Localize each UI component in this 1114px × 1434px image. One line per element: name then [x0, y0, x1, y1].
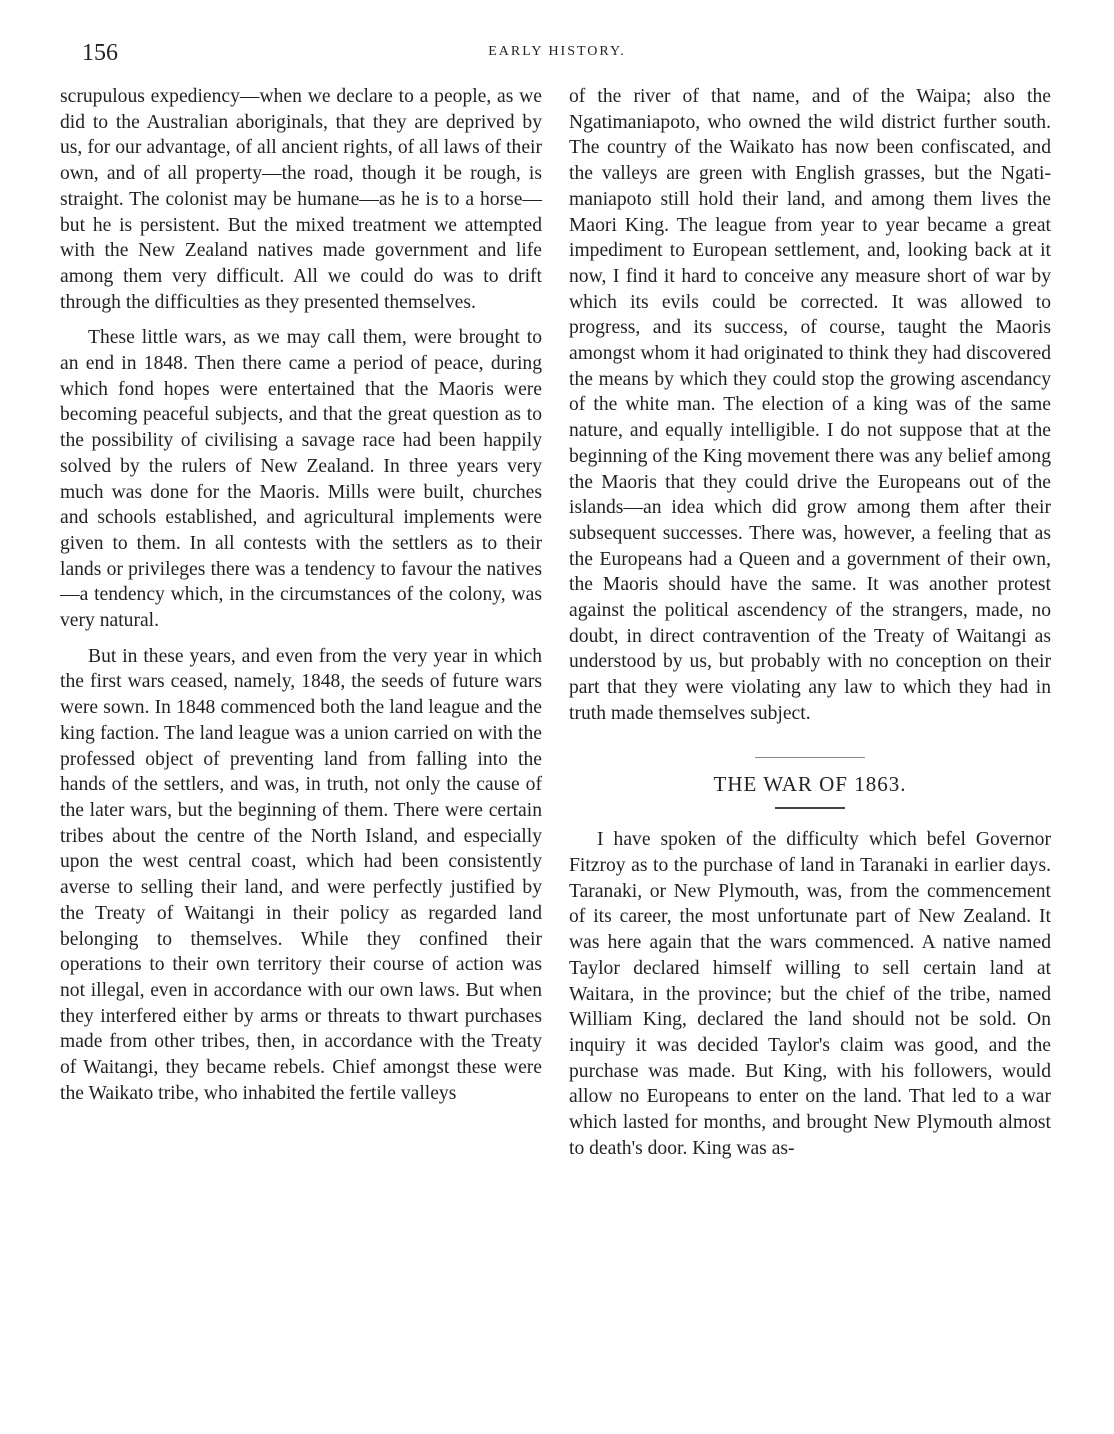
paragraph: These little wars, as we may call them, were brought to an end in 1848. Then there came a period of peace, during which fond hopes were entertained that the Maoris were becoming peaceful subjects, and that the great question as to the possibility of civilising a savage race had been happily solved by the rulers of New Zealand. In three years very much was done for the Maoris. Mills were built, churches and schools established, and agricultural implements were given to them. In all contests with the settlers as to their lands or privileges there was a tendency to favour the natives—a tendency which, in the circumstances of the colony, was very natural.: [60, 327, 542, 632]
running-title: EARLY HISTORY.: [488, 44, 626, 59]
paragraph: scrupulous expediency—when we declare to a people, as we did to the Australian aboriginals, that they are deprived by us, for our advantage, of all ancient rights, of all laws of their own, and of all property—the road, though it be rough, is straight. The colonist may be humane—as he is to a horse—but he is persistent. But the mixed treatment we attempted with the New Zealand natives made government and life among them very difficult. All we could do was to drift through the difficulties as they presented themselves.: [60, 86, 542, 313]
page-number: 156: [82, 40, 118, 66]
paragraph: But in these years, and even from the very year in which the first wars ceased, namely, 1848, the seeds of future wars were sown. In 1848 commenced both the land league and the king faction. The land league was a union carried on with the professed object of preventing land from falling into the hands of the settlers, and was, in truth, not only the cause of the later wars, but the beginning of them. There were certain tribes about the centre of the North Island, and especially upon the west central coast, which had been consistently averse to selling their land, and were perfectly justified by the Treaty of Waitangi in their policy as regarded land belonging to themselves. While they confined their operations to their own territory their course of action was not illegal, even in accordance with our own laws. But when they interfered either by arms or threats to thwart purchases made from other tribes, then, in accordance with the Treaty of Waitangi, they became rebels. Chief amongst these were the Waikato tribe, who inhabited the fertile valleys: [60, 645, 542, 1104]
paragraph: I have spoken of the difficulty which befel Governor Fitzroy as to the purchase of land in Taranaki in earlier days. Taranaki, or New Plymouth, was, from the commencement of its career, the most unfortunate part of New Zealand. It was here again that the wars commenced. A native named Taylor declared himself willing to sell certain land at Waitara, in the province; but the chief of the tribe, named William King, declared the land should not be sold. On inquiry it was decided Taylor's claim was good, and the purchase was made. But King, with his followers, would allow no Europeans to enter on the land. That led to a war which lasted for months, and brought New Plymouth almost to death's door. King was as-: [569, 829, 1051, 1159]
left-column: [60, 84, 542, 1116]
paragraph: of the river of that name, and of the Waipa; also the Ngatimaniapoto, who owned the wild district further south. The country of the Waikato has now been confiscated, and the valleys are green with English grasses, but the Ngatimaniapoto still hold their land, and among them lives the Maori King. The league from year to year became a great impediment to European settlement, and, looking back at it now, I find it hard to conceive any measure short of war by which its evils could be corrected. It was allowed to progress, and its success, of course, taught the Maoris amongst whom it had originated to think they had discovered the means by which they could stop the growing ascendancy of the white man. The election of a king was of the same nature, and equally intelligible. I do not suppose that at the beginning of the King movement there was any belief among the Maoris that they could drive the Europeans out of the islands—an idea which did grow among them after their subsequent successes. There was, however, a feeling that as the Europeans had a Queen and a government of their own, the Maoris should have the same. It was another protest against the political ascendency of the strangers, made, no doubt, in direct contravention of the Treaty of Waitangi as understood by us, but probably with no conception on their part that they were violating any law to which they had in truth made themselves subject.: [569, 86, 1051, 724]
right-column: [569, 84, 1051, 1171]
section-title: THE WAR OF 1863.: [713, 771, 907, 796]
section-divider-bottom: [775, 807, 845, 809]
section-divider-top: [755, 757, 865, 758]
